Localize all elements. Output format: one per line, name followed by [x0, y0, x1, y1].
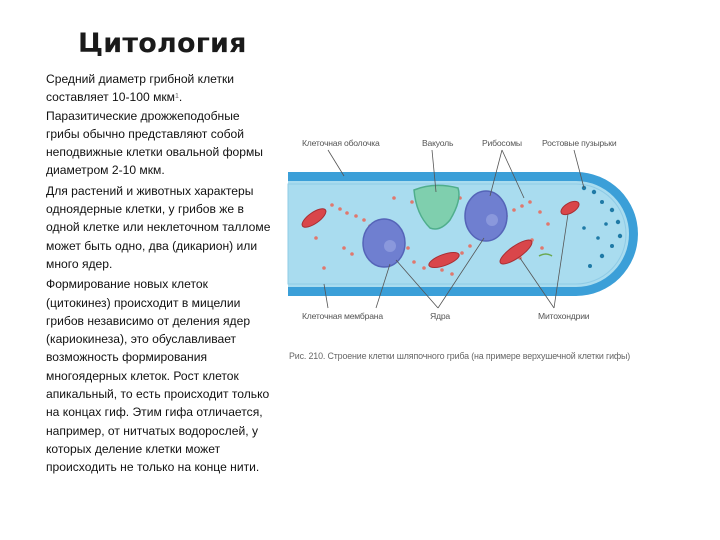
figure-caption: Рис. 210. Строение клетки шляпочного гриба (на примере верхушечной клетки гифы): [289, 351, 631, 361]
label-cell-membrane: Клеточная мембрана: [302, 311, 383, 321]
hypha-cell-diagram: [284, 128, 644, 378]
label-nuclei: Ядра: [430, 311, 450, 321]
label-vacuole: Вакуоль: [422, 138, 454, 148]
paragraph-cytokinesis: Формирование новых клеток (цитокинез) происходит в мицелии грибов независимо от деления ядер (кариокинеза), это обуславливает возможность формирования многоядерных клеток. Рост клеток апикальный, то есть происходит только на концах гиф. Этим гифа отличается, например, от нитчатых водорослей, у которых деление клетки может происходить не только на конце нити.: [46, 277, 270, 475]
paragraph-cell-size-tail: . Паразитические дрожжеподобные грибы обычно представляют собой неподвижные клетки овальной формы диаметром 2-10 мкм.: [46, 90, 263, 178]
label-cell-wall: Клеточная оболочка: [302, 138, 380, 148]
label-growth-vesicles: Ростовые пузырьки: [542, 138, 617, 148]
paragraph-cell-size: [46, 70, 272, 180]
paragraph-cell-size-text: Средний диаметр грибной клетки составляет 10-100 мкм: [46, 72, 235, 105]
body-text: [46, 70, 272, 479]
hypha-cell-figure: [284, 128, 644, 378]
footnote-marker: 1: [175, 93, 179, 101]
label-mitochondria: Митохондрии: [538, 311, 590, 321]
page-title: Цитология: [78, 28, 247, 59]
label-ribosomes: Рибосомы: [482, 138, 522, 148]
paragraph-nuclei: Для растений и животных характеры одноядерные клетки, у грибов же в одной клетке или неклеточном талломе может быть одно, два (дикарион) или много ядер.: [46, 183, 271, 271]
